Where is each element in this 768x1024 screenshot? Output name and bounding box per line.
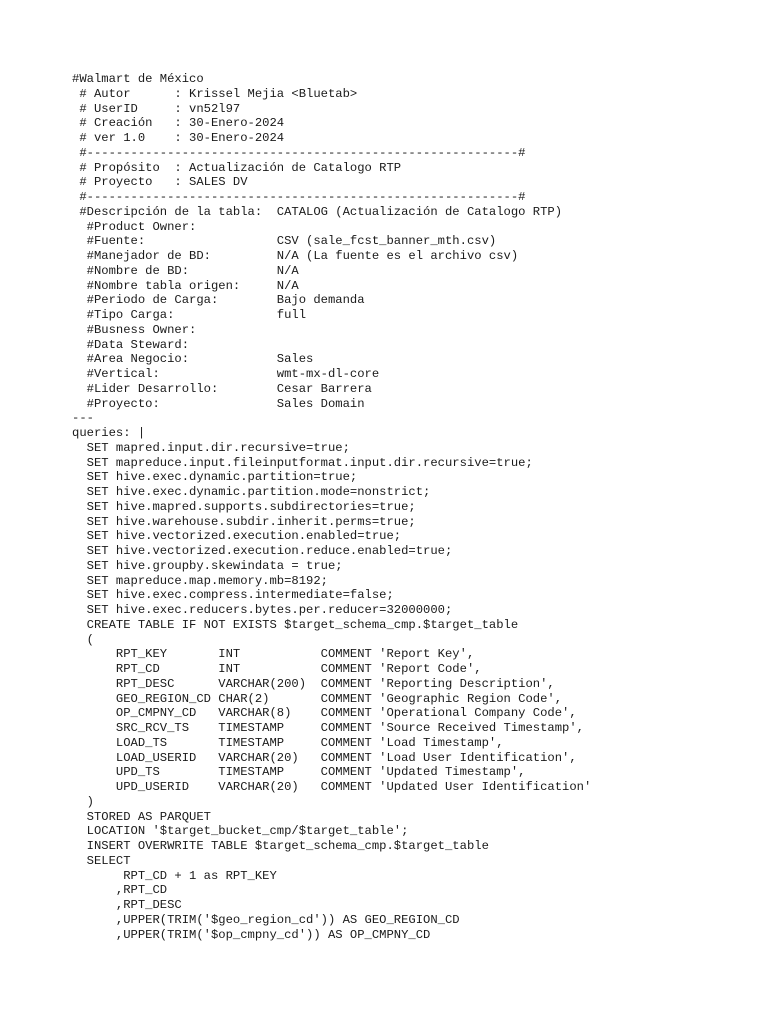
document-page — [72, 72, 752, 942]
meta-load-type: #Tipo Carga: full — [72, 308, 307, 322]
select-column: ,UPPER(TRIM('$geo_region_cd')) AS GEO_REGION_CD — [72, 912, 460, 927]
header-divider: #-----------------------------------------------------------# — [72, 190, 526, 204]
set-statement: SET hive.exec.dynamic.partition=true; — [72, 470, 358, 485]
set-statement: SET hive.groupby.skewindata = true; — [72, 558, 343, 573]
select-column: RPT_CD + 1 as RPT_KEY — [72, 868, 277, 883]
header-author: # Autor : Krissel Mejia <Bluetab> — [72, 86, 358, 101]
column-definition: UPD_TS TIMESTAMP COMMENT 'Updated Timestamp', — [72, 765, 526, 780]
column-definition: UPD_USERID VARCHAR(20) COMMENT 'Updated User Identification' — [72, 780, 592, 794]
set-statement: SET hive.exec.compress.intermediate=false; — [72, 588, 394, 603]
location-clause: LOCATION '$target_bucket_cmp/$target_table'; — [72, 824, 409, 839]
header-divider: #-----------------------------------------------------------# — [72, 145, 526, 160]
paren-close: ) — [72, 794, 94, 809]
queries-key: queries: | — [72, 426, 146, 440]
set-statement: SET mapreduce.map.memory.mb=8192; — [72, 573, 328, 588]
meta-source-table: #Nombre tabla origen: N/A — [72, 278, 299, 293]
header-project: # Proyecto : SALES DV — [72, 175, 248, 190]
meta-db-name: #Nombre de BD: N/A — [72, 263, 299, 278]
meta-load-period: #Periodo de Carga: Bajo demanda — [72, 293, 365, 308]
select-column: ,UPPER(TRIM('$op_cmpny_cd')) AS OP_CMPNY_CD — [72, 927, 431, 942]
column-definition: GEO_REGION_CD CHAR(2) COMMENT 'Geographic Region Code', — [72, 691, 563, 706]
meta-business-area: #Area Negocio: Sales — [72, 352, 314, 367]
set-statement: SET hive.mapred.supports.subdirectories=true; — [72, 499, 416, 514]
column-definition: LOAD_TS TIMESTAMP COMMENT 'Load Timestamp', — [72, 735, 504, 750]
meta-product-owner: #Product Owner: — [72, 219, 197, 234]
yaml-separator: --- — [72, 411, 94, 426]
header-title: #Walmart de México — [72, 72, 204, 86]
paren-open: ( — [72, 632, 94, 647]
header-version: # ver 1.0 : 30-Enero-2024 — [72, 131, 285, 145]
stored-as-clause: STORED AS PARQUET — [72, 809, 211, 824]
header-userid: # UserID : vn52l97 — [72, 101, 241, 116]
select-keyword: SELECT — [72, 853, 131, 868]
meta-vertical: #Vertical: wmt-mx-dl-core — [72, 367, 380, 381]
column-definition: OP_CMPNY_CD VARCHAR(8) COMMENT 'Operational Company Code', — [72, 706, 577, 721]
column-definition: RPT_KEY INT COMMENT 'Report Key', — [72, 647, 475, 662]
column-definition: RPT_DESC VARCHAR(200) COMMENT 'Reporting Description', — [72, 676, 555, 691]
create-table-statement: CREATE TABLE IF NOT EXISTS $target_schema_cmp.$target_table — [72, 617, 519, 632]
meta-business-owner: #Busness Owner: — [72, 322, 197, 337]
set-statement: SET hive.vectorized.execution.enabled=true; — [72, 529, 402, 544]
meta-data-steward: #Data Steward: — [72, 337, 190, 352]
header-created: # Creación : 30-Enero-2024 — [72, 116, 285, 131]
meta-source: #Fuente: CSV (sale_fcst_banner_mth.csv) — [72, 234, 497, 249]
table-description: #Descripción de la tabla: CATALOG (Actualización de Catalogo RTP) — [72, 204, 563, 219]
meta-db-manager: #Manejador de BD: N/A (La fuente es el archivo csv) — [72, 249, 519, 263]
set-statement: SET hive.vectorized.execution.reduce.enabled=true; — [72, 544, 453, 558]
meta-project: #Proyecto: Sales Domain — [72, 396, 365, 411]
set-statement: SET mapred.input.dir.recursive=true; — [72, 440, 350, 455]
set-statement: SET mapreduce.input.fileinputformat.input.dir.recursive=true; — [72, 455, 533, 470]
select-column: ,RPT_CD — [72, 883, 168, 898]
column-definition: SRC_RCV_TS TIMESTAMP COMMENT 'Source Received Timestamp', — [72, 721, 584, 735]
set-statement: SET hive.exec.reducers.bytes.per.reducer=32000000; — [72, 603, 453, 617]
header-purpose: # Propósito : Actualización de Catalogo RTP — [72, 160, 402, 175]
column-definition: RPT_CD INT COMMENT 'Report Code', — [72, 662, 482, 676]
select-column: ,RPT_DESC — [72, 898, 182, 912]
set-statement: SET hive.exec.dynamic.partition.mode=nonstrict; — [72, 485, 431, 499]
insert-statement: INSERT OVERWRITE TABLE $target_schema_cmp.$target_table — [72, 839, 489, 853]
meta-dev-lead: #Lider Desarrollo: Cesar Barrera — [72, 381, 372, 396]
column-definition: LOAD_USERID VARCHAR(20) COMMENT 'Load User Identification', — [72, 750, 577, 765]
set-statement: SET hive.warehouse.subdir.inherit.perms=true; — [72, 514, 416, 529]
